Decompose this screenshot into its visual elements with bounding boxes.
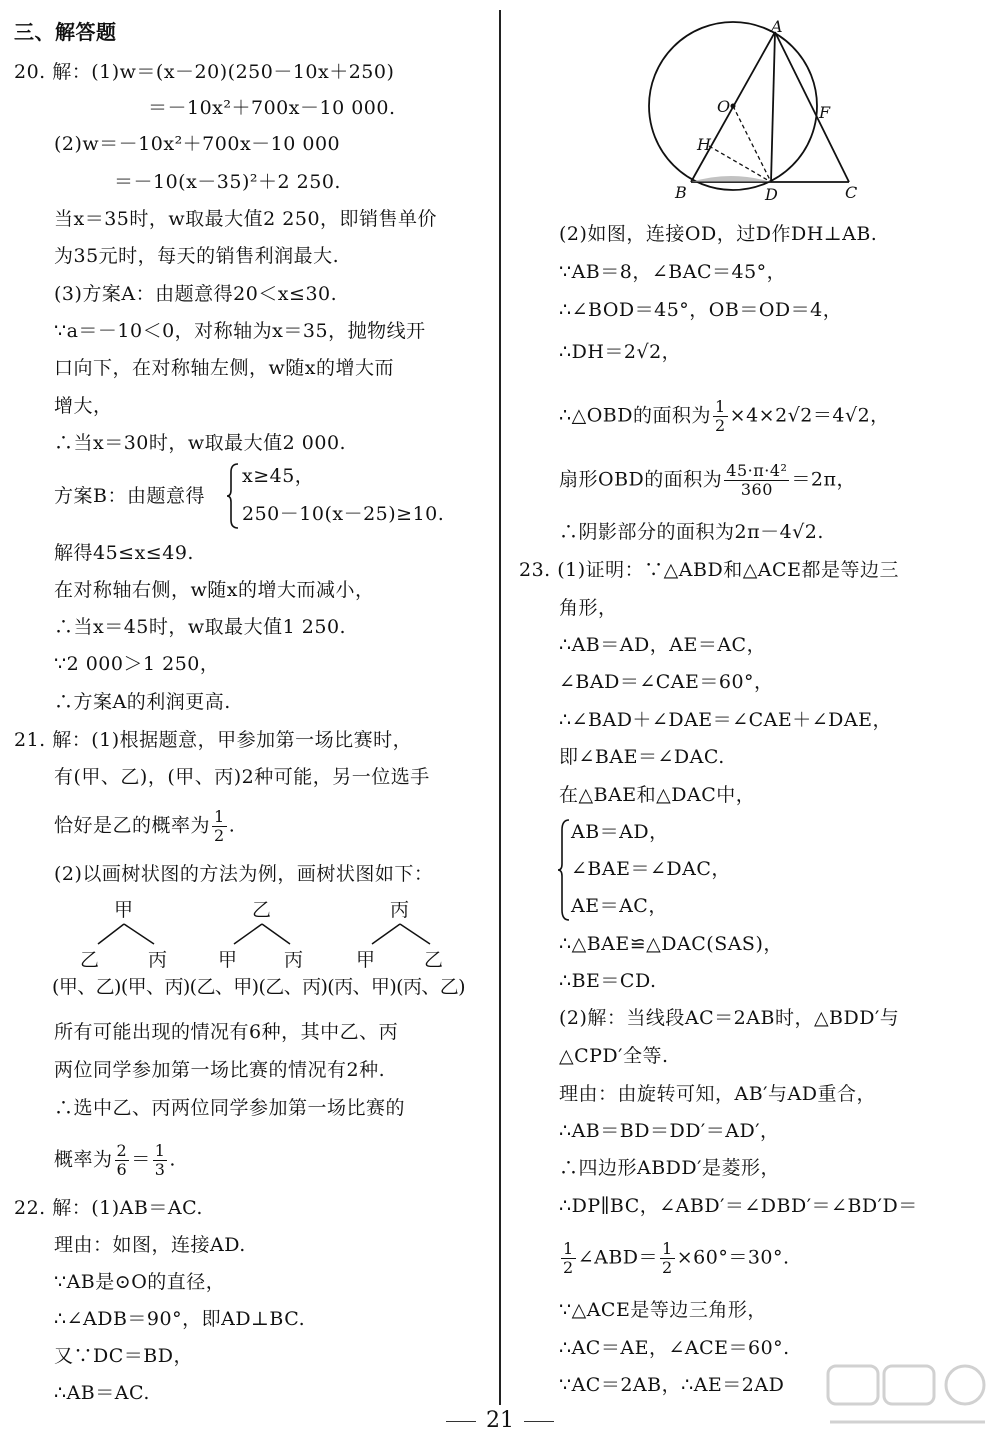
q22-line-6: ∴AB＝AC. (54, 1382, 150, 1404)
figure-label-h: H (697, 135, 711, 154)
q20-line-9: 口向下，在对称轴左侧，w随x的增大而 (54, 357, 394, 379)
q23-line-7: 在△BAE和△DAC中， (559, 784, 756, 806)
q20-line-5: 当x＝35时，w取最大值2 250，即销售单价 (54, 208, 438, 230)
q23-line-1: 23. (1)证明：∵△ABD和△ACE都是等边三 (519, 559, 899, 581)
q23-line-18: ∴AC＝AE，∠ACE＝60°. (559, 1337, 790, 1359)
q22-right-line-6-suffix: ＝2π， (791, 468, 856, 491)
q20-line-6: 为35元时，每天的销售利润最大. (54, 245, 340, 267)
q23-line-12: 理由：由旋转可知，AB′与AD重合， (559, 1083, 876, 1105)
q23-line-15: ∴DP∥BC，∠ABD′＝∠DBD′＝∠BD′D＝ (559, 1195, 918, 1217)
circle-triangle-figure (635, 20, 885, 205)
q22-right-line-7: ∴阴影部分的面积为2π－4√2. (559, 521, 824, 543)
q20-line-10: 增大， (54, 395, 113, 417)
q23-line-4: ∠BAD＝∠CAE＝60°， (559, 671, 774, 693)
q21-line-3-suffix: . (228, 814, 236, 837)
tree-root-3: 丙 (390, 899, 410, 921)
tree-child-2-2: 丙 (284, 949, 304, 971)
q23-line-2: 角形， (559, 597, 618, 619)
q22-line-3: ∵AB是⊙O的直径， (54, 1271, 226, 1293)
fraction-denominator: 2 (563, 1258, 574, 1277)
q22-right-line-4: ∴DH＝2√2， (559, 341, 682, 363)
q20-line-13: 解得45≤x≤49. (54, 542, 194, 564)
figure-label-b: B (675, 183, 687, 202)
q21-line-6: 两位同学参加第一场比赛的情况有2种. (54, 1059, 386, 1081)
fraction (660, 1240, 675, 1277)
q23-line-16-suffix: ×60°＝30°. (676, 1246, 790, 1269)
tree-outcomes: (甲、乙)(甲、丙)(乙、甲)(乙、丙)(丙、甲)(丙、乙) (52, 976, 465, 998)
watermark-logo-icon (820, 1360, 995, 1435)
q23-line-6: 即∠BAE＝∠DAC. (559, 746, 725, 768)
q20-line-4: ＝－10(x－35)²＋2 250. (114, 171, 341, 193)
q21-line-4: (2)以画树状图的方法为例，画树状图如下： (54, 863, 434, 885)
q20-line-14: 在对称轴右侧，w随x的增大而减小， (54, 579, 375, 601)
tree-root-2: 乙 (252, 899, 272, 921)
q20-line-1: 20. 解：(1)w＝(x－20)(250－10x＋250) (14, 61, 395, 83)
q22-right-line-5-prefix: ∴△OBD的面积为 (559, 404, 711, 427)
q23-line-11: △CPD′全等. (559, 1045, 669, 1067)
q20-line-11: ∴当x＝30时，w取最大值2 000. (54, 432, 347, 454)
fraction (561, 1240, 576, 1277)
figure-label-a: A (771, 20, 783, 36)
tree-child-1-1: 乙 (80, 949, 100, 971)
q23-case-2: ∠BAE＝∠DAC， (571, 858, 731, 880)
q20-case-1: x≥45， (242, 465, 315, 487)
tree-child-2-1: 甲 (218, 949, 238, 971)
q23-line-16 (559, 1240, 790, 1277)
figure-label-o: O (717, 97, 731, 116)
equals-sign: ＝ (131, 1148, 151, 1171)
q23-line-3: ∴AB＝AD，AE＝AC， (559, 634, 767, 656)
tree-child-1-2: 丙 (148, 949, 168, 971)
fraction (713, 398, 728, 435)
fraction-numerator: 2 (116, 1141, 128, 1160)
q20-line-16: ∵2 000＞1 250， (54, 653, 220, 675)
q23-line-16-mid: ∠ABD＝ (577, 1246, 659, 1269)
fraction-numerator: 45·π·4² (726, 461, 788, 480)
q22-right-line-3: ∴∠BOD＝45°，OB＝OD＝4， (559, 299, 843, 321)
fraction (724, 462, 789, 499)
q21-line-3-prefix: 恰好是乙的概率为 (54, 814, 211, 837)
q20-line-12-prefix: 方案B：由题意得 (54, 485, 205, 507)
q20-line-8: ∵a＝－10＜0，对称轴为x＝35，抛物线开 (54, 320, 426, 342)
q22-right-line-1: (2)如图，连接OD，过D作DH⊥AB. (559, 223, 878, 245)
q21-line-5: 所有可能出现的情况有6种，其中乙、丙 (54, 1021, 399, 1043)
q23-case-1: AB＝AD， (571, 821, 669, 843)
q21-line-8 (54, 1142, 176, 1179)
q22-right-line-2: ∵AB＝8，∠BAC＝45°， (559, 261, 787, 283)
q20-case-2: 250－10(x－25)≥10. (242, 503, 445, 525)
q22-right-line-5-suffix: ×4×2√2＝4√2， (729, 404, 890, 427)
fraction-numerator: 1 (662, 1239, 673, 1258)
q20-line-15: ∴当x＝45时，w取最大值1 250. (54, 616, 347, 638)
q22-line-4: ∴∠ADB＝90°，即AD⊥BC. (54, 1308, 306, 1330)
fraction (115, 1142, 130, 1179)
tree-root-1: 甲 (114, 899, 134, 921)
fraction-denominator: 2 (714, 416, 726, 435)
q23-line-5: ∴∠BAD＋∠DAE＝∠CAE＋∠DAE， (559, 709, 892, 731)
q21-line-1: 21. 解：(1)根据题意，甲参加第一场比赛时， (14, 729, 413, 751)
fraction-numerator: 1 (563, 1239, 574, 1258)
q21-line-2: 有(甲、乙)，(甲、丙)2种可能，另一位选手 (54, 766, 430, 788)
tree-child-3-2: 乙 (424, 949, 444, 971)
fraction-denominator: 2 (662, 1258, 673, 1277)
q22-line-2: 理由：如图，连接AD. (54, 1234, 246, 1256)
q23-line-9: ∴BE＝CD. (559, 970, 657, 992)
page-dash-right (524, 1421, 554, 1422)
q20-line-2: ＝－10x²＋700x－10 000. (148, 97, 396, 119)
q21-line-8-suffix: . (169, 1148, 176, 1171)
q23-line-13: ∴AB＝BD＝DD′＝AD′， (559, 1120, 780, 1142)
figure-label-f: F (819, 103, 831, 122)
figure-label-c: C (845, 183, 858, 202)
q23-line-10: (2)解：当线段AC＝2AB时，△BDD′与 (559, 1007, 900, 1029)
fraction-numerator: 1 (714, 397, 726, 416)
q20-line-3: (2)w＝－10x²＋700x－10 000 (54, 133, 341, 155)
q23-line-19: ∵AC＝2AB，∴AE＝2AD (559, 1374, 785, 1396)
system-brace-icon (557, 818, 571, 922)
q23-line-8: ∴△BAE≌△DAC(SAS)， (559, 933, 783, 955)
fraction (153, 1142, 168, 1179)
q23-line-17: ∵△ACE是等边三角形， (559, 1299, 767, 1321)
q23-case-3: AE＝AC， (571, 895, 668, 917)
fraction-numerator: 1 (154, 1141, 166, 1160)
q22-right-line-6 (559, 462, 856, 499)
q20-line-17: ∴方案A的利润更高. (54, 691, 231, 713)
fraction-numerator: 1 (214, 807, 225, 826)
q22-line-5: 又∵DC＝BD， (54, 1345, 193, 1367)
q20-line-7: (3)方案A：由题意得20＜x≤30. (54, 283, 338, 305)
page-number: 21 (486, 1408, 514, 1433)
page-dash-left (446, 1421, 476, 1422)
tree-lines (0, 0, 495, 1000)
fraction-denominator: 3 (154, 1160, 166, 1179)
q22-line-1: 22. 解：(1)AB＝AC. (14, 1197, 203, 1219)
section-title: 三、解答题 (14, 20, 117, 44)
q22-right-line-5 (559, 398, 890, 435)
q21-line-8-prefix: 概率为 (54, 1148, 113, 1171)
fraction-denominator: 2 (214, 826, 225, 845)
fraction-denominator: 6 (116, 1160, 128, 1179)
q22-right-line-6-prefix: 扇形OBD的面积为 (559, 468, 723, 491)
fraction-denominator: 360 (740, 480, 773, 499)
figure-label-d: D (765, 185, 778, 204)
tree-child-3-1: 甲 (356, 949, 376, 971)
q23-line-14: ∴四边形ABDD′是菱形， (559, 1157, 780, 1179)
column-divider (499, 10, 501, 1405)
q21-line-7: ∴选中乙、丙两位同学参加第一场比赛的 (54, 1097, 406, 1119)
